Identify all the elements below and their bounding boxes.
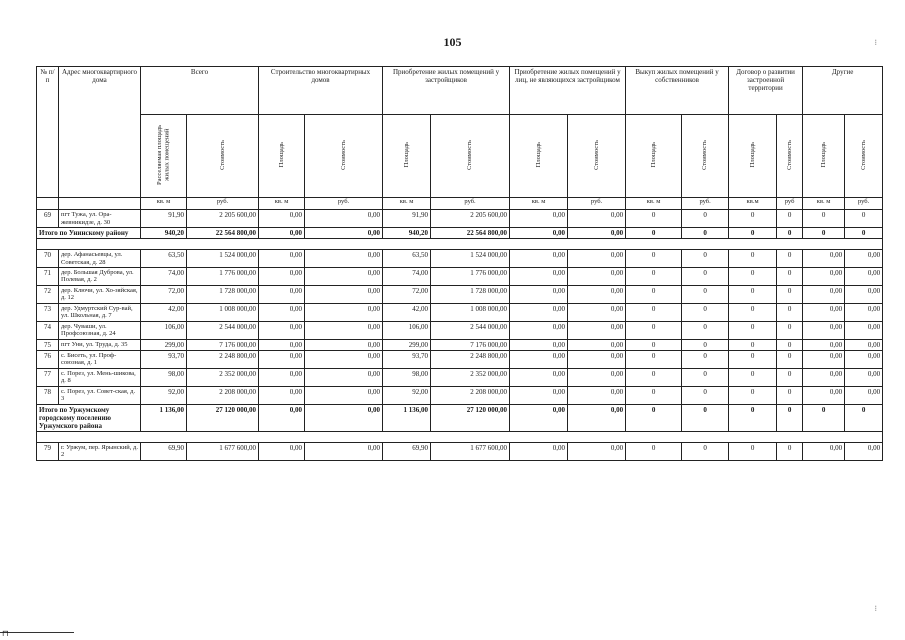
row-number: 76 (37, 350, 59, 368)
row-value: 42,00 (383, 303, 431, 321)
row-value: 0,00 (305, 404, 383, 431)
table-body (37, 210, 883, 461)
row-value: 22 564 800,00 (431, 227, 510, 238)
unit-rub: руб. (431, 198, 510, 210)
row-value: 2 352 000,00 (431, 368, 510, 386)
row-value: 72,00 (383, 285, 431, 303)
row-number: 74 (37, 321, 59, 339)
row-value: 0 (626, 339, 682, 350)
unit-sqm: кв. м (626, 198, 682, 210)
row-value: 0,00 (803, 368, 845, 386)
row-value: 0 (729, 303, 777, 321)
row-value: 0 (777, 386, 803, 404)
row-value: 0,00 (568, 285, 626, 303)
row-value: 1 728 000,00 (431, 285, 510, 303)
row-value: 0,00 (510, 339, 568, 350)
resettlement-table (36, 66, 883, 461)
row-value: 0,00 (568, 404, 626, 431)
row-value: 0,00 (259, 442, 305, 460)
row-value: 0 (626, 227, 682, 238)
row-value: 1 728 000,00 (187, 285, 259, 303)
row-value: 0,00 (259, 285, 305, 303)
row-value: 0,00 (510, 321, 568, 339)
row-value: 0 (729, 442, 777, 460)
row-value: 0 (626, 267, 682, 285)
row-value: 106,00 (383, 321, 431, 339)
row-value: 0 (682, 285, 729, 303)
row-value: 0,00 (305, 339, 383, 350)
row-value: 2 544 000,00 (431, 321, 510, 339)
row-value: 0 (682, 404, 729, 431)
subheader-row (37, 115, 883, 198)
total-row (37, 404, 883, 431)
row-value: 0,00 (259, 227, 305, 238)
table-row (37, 303, 883, 321)
row-value: 0,00 (510, 368, 568, 386)
subheader-cost: Стоимость (682, 115, 729, 198)
row-value: 1 524 000,00 (431, 250, 510, 268)
row-value: 0,00 (259, 250, 305, 268)
row-address: пгт Тужа, ул. Ора-жевникидзе, д. 30 (59, 210, 141, 228)
row-value: 1 008 000,00 (431, 303, 510, 321)
row-address: дер. Ключи, ул. Хо-зяйская, д. 12 (59, 285, 141, 303)
scan-edge-mark (0, 629, 74, 640)
row-value: 0 (729, 339, 777, 350)
row-value: 0 (777, 210, 803, 228)
row-value: 0,00 (845, 303, 883, 321)
row-value: 0,00 (803, 303, 845, 321)
unit-rub: руб (777, 198, 803, 210)
row-value: 0 (682, 303, 729, 321)
row-value: 0,00 (568, 227, 626, 238)
row-value: 0 (626, 210, 682, 228)
row-value: 0,00 (803, 321, 845, 339)
row-value: 2 544 000,00 (187, 321, 259, 339)
row-value: 1 677 600,00 (431, 442, 510, 460)
row-value: 0,00 (568, 303, 626, 321)
row-value: 0 (682, 227, 729, 238)
row-value: 0 (803, 404, 845, 431)
row-value: 27 120 000,00 (431, 404, 510, 431)
table-row (37, 442, 883, 460)
row-value: 0,00 (568, 339, 626, 350)
table-row (37, 350, 883, 368)
row-value: 0 (803, 227, 845, 238)
row-value: 0,00 (259, 386, 305, 404)
row-value: 0,00 (803, 250, 845, 268)
spacer-row (37, 239, 883, 250)
row-value: 0,00 (510, 227, 568, 238)
row-address: дер. Удмуртский Сур-вай, ул. Школьная, д. 7 (59, 303, 141, 321)
row-value: 93,70 (141, 350, 187, 368)
row-value: 0,00 (305, 227, 383, 238)
row-value: 92,00 (141, 386, 187, 404)
row-value: 2 208 000,00 (431, 386, 510, 404)
row-value: 0 (777, 285, 803, 303)
row-value: 0 (626, 303, 682, 321)
unit-sqm: кв. м (383, 198, 431, 210)
units-row (37, 198, 883, 210)
subheader-area: Площадь (259, 115, 305, 198)
corner-bracket-icon: ⊓ (2, 629, 9, 638)
row-number: 78 (37, 386, 59, 404)
row-address: пгт Уни, ул. Труда, д. 35 (59, 339, 141, 350)
row-value: 0 (626, 250, 682, 268)
row-value: 0,00 (305, 321, 383, 339)
row-value: 0 (729, 250, 777, 268)
row-value: 0 (777, 404, 803, 431)
table-row (37, 321, 883, 339)
row-value: 0,00 (845, 285, 883, 303)
row-value: 0,00 (845, 267, 883, 285)
table-row (37, 267, 883, 285)
row-value: 0 (682, 350, 729, 368)
row-value: 0 (729, 210, 777, 228)
spacer-cell (37, 431, 883, 442)
header-total: Всего (141, 67, 259, 115)
row-value: 0,00 (568, 210, 626, 228)
table-header (37, 67, 883, 210)
row-value: 0 (682, 386, 729, 404)
row-value: 0 (682, 321, 729, 339)
header-construction: Строительство многоквартирных домов (259, 67, 383, 115)
row-value: 2 248 800,00 (431, 350, 510, 368)
row-value: 0,00 (568, 250, 626, 268)
row-value: 0,00 (259, 368, 305, 386)
row-value: 0,00 (803, 339, 845, 350)
row-value: 0,00 (259, 404, 305, 431)
row-number: 72 (37, 285, 59, 303)
row-value: 0,00 (803, 350, 845, 368)
row-value: 0,00 (568, 267, 626, 285)
row-value: 2 205 600,00 (187, 210, 259, 228)
row-value: 940,20 (383, 227, 431, 238)
row-value: 0,00 (568, 442, 626, 460)
row-value: 0 (626, 368, 682, 386)
row-value: 0 (777, 442, 803, 460)
row-number: 71 (37, 267, 59, 285)
table-row (37, 368, 883, 386)
row-number: 73 (37, 303, 59, 321)
unit-rub: руб. (187, 198, 259, 210)
row-value: 0 (777, 303, 803, 321)
row-value: 74,00 (141, 267, 187, 285)
row-value: 1 776 000,00 (187, 267, 259, 285)
row-value: 0,00 (305, 350, 383, 368)
row-value: 0,00 (510, 350, 568, 368)
units-empty (37, 198, 59, 210)
row-value: 0 (777, 339, 803, 350)
total-row (37, 227, 883, 238)
row-value: 0,00 (510, 267, 568, 285)
row-value: 63,50 (383, 250, 431, 268)
row-number: 69 (37, 210, 59, 228)
row-value: 1 677 600,00 (187, 442, 259, 460)
row-value: 0 (777, 250, 803, 268)
header-acquisition-non-developers: Приобретение жилых помещений у лиц, не являющихся застройщиком (510, 67, 626, 115)
table-row (37, 339, 883, 350)
header-territory-development: Договор о развитии застроенной территории (729, 67, 803, 115)
row-value: 0,00 (259, 350, 305, 368)
row-value: 0 (626, 321, 682, 339)
row-value: 0,00 (259, 267, 305, 285)
row-value: 0 (729, 404, 777, 431)
row-address: с. Порез, ул. Мень-шикова, д. 8 (59, 368, 141, 386)
total-label: Итого по Унинскому району (37, 227, 141, 238)
row-value: 0 (682, 442, 729, 460)
row-value: 0,00 (259, 339, 305, 350)
row-value: 0,00 (568, 350, 626, 368)
row-value: 0,00 (568, 368, 626, 386)
subheader-cost: Стоимость (305, 115, 383, 198)
row-value: 0,00 (803, 386, 845, 404)
row-value: 1 776 000,00 (431, 267, 510, 285)
row-value: 0,00 (305, 303, 383, 321)
row-value: 0 (729, 285, 777, 303)
subheader-area: Площадь (729, 115, 777, 198)
row-address: дер. Афанасьевцы, ул. Советская, д. 28 (59, 250, 141, 268)
margin-mark-icon: ⁝ (874, 38, 877, 47)
row-value: 42,00 (141, 303, 187, 321)
margin-mark-icon: ⁝ (874, 604, 877, 613)
table-row (37, 386, 883, 404)
unit-rub: руб. (568, 198, 626, 210)
header-address: Адрес многоквартирного дома (59, 67, 141, 198)
subheader-area: Площадь (510, 115, 568, 198)
row-value: 0,00 (510, 303, 568, 321)
subheader-area: Площадь (626, 115, 682, 198)
row-value: 27 120 000,00 (187, 404, 259, 431)
row-value: 0,00 (305, 267, 383, 285)
row-value: 0 (777, 368, 803, 386)
row-value: 0,00 (259, 321, 305, 339)
row-value: 0 (777, 321, 803, 339)
row-value: 0,00 (845, 339, 883, 350)
row-value: 0,00 (305, 285, 383, 303)
row-address: г. Уржум, пер. Ярынский, д. 2 (59, 442, 141, 460)
row-value: 0 (729, 227, 777, 238)
row-address: с. Бисеть, ул. Проф-союзная, д. 1 (59, 350, 141, 368)
subheader-cost: Стоимость (187, 115, 259, 198)
row-value: 0 (845, 210, 883, 228)
row-value: 0,00 (305, 442, 383, 460)
header-buyout: Выкуп жилых помещений у собственников (626, 67, 729, 115)
subheader-settled-area: Расселяемая площадь жилых помещений (141, 115, 187, 198)
row-value: 0,00 (510, 404, 568, 431)
row-value: 0,00 (510, 250, 568, 268)
units-empty (59, 198, 141, 210)
row-value: 106,00 (141, 321, 187, 339)
unit-sqm: кв. м (510, 198, 568, 210)
row-value: 0 (626, 285, 682, 303)
row-value: 22 564 800,00 (187, 227, 259, 238)
row-value: 0,00 (305, 250, 383, 268)
row-value: 0,00 (845, 321, 883, 339)
header-other: Другие (803, 67, 883, 115)
row-value: 98,00 (141, 368, 187, 386)
row-number: 79 (37, 442, 59, 460)
page-number: 105 (443, 35, 462, 49)
row-value: 0,00 (305, 210, 383, 228)
table-row (37, 210, 883, 228)
row-value: 0 (626, 386, 682, 404)
row-value: 299,00 (383, 339, 431, 350)
row-number: 77 (37, 368, 59, 386)
unit-rub: руб. (682, 198, 729, 210)
row-value: 63,50 (141, 250, 187, 268)
row-value: 0 (682, 250, 729, 268)
row-value: 98,00 (383, 368, 431, 386)
row-value: 0 (626, 442, 682, 460)
header-acquisition-developers: Приобретение жилых помещений у застройщиков (383, 67, 510, 115)
row-value: 0 (777, 350, 803, 368)
row-value: 7 176 000,00 (431, 339, 510, 350)
subheader-cost: Стоимость (568, 115, 626, 198)
row-value: 2 352 000,00 (187, 368, 259, 386)
row-value: 69,90 (383, 442, 431, 460)
row-value: 2 208 000,00 (187, 386, 259, 404)
row-value: 0,00 (510, 210, 568, 228)
row-value: 0,00 (305, 386, 383, 404)
row-number: 70 (37, 250, 59, 268)
row-value: 2 248 800,00 (187, 350, 259, 368)
row-value: 7 176 000,00 (187, 339, 259, 350)
row-value: 0 (682, 368, 729, 386)
row-value: 0,00 (510, 386, 568, 404)
row-value: 0,00 (510, 442, 568, 460)
subheader-cost: Стоимость (845, 115, 883, 198)
header-num: № п/п (37, 67, 59, 198)
row-value: 2 205 600,00 (431, 210, 510, 228)
row-number: 75 (37, 339, 59, 350)
row-address: с. Порез, ул. Совет-ская, д. 3 (59, 386, 141, 404)
row-value: 0,00 (259, 303, 305, 321)
row-value: 0 (729, 386, 777, 404)
unit-sqm: кв. м (141, 198, 187, 210)
row-value: 0 (845, 227, 883, 238)
row-value: 0 (626, 350, 682, 368)
row-value: 0 (682, 267, 729, 285)
row-value: 0 (682, 339, 729, 350)
row-value: 0 (729, 368, 777, 386)
row-value: 0,00 (568, 386, 626, 404)
row-value: 92,00 (383, 386, 431, 404)
row-value: 0,00 (305, 368, 383, 386)
unit-sqm: кв. м (259, 198, 305, 210)
subheader-cost: Стоимость (777, 115, 803, 198)
row-value: 0,00 (845, 250, 883, 268)
row-address: дер. Чуваши, ул. Профсоюзная, д. 24 (59, 321, 141, 339)
row-value: 0 (729, 350, 777, 368)
row-value: 0 (626, 404, 682, 431)
subheader-area: Площадь (383, 115, 431, 198)
row-value: 940,20 (141, 227, 187, 238)
row-value: 1 136,00 (141, 404, 187, 431)
row-value: 0 (777, 227, 803, 238)
row-value: 0 (729, 321, 777, 339)
row-value: 0 (803, 210, 845, 228)
row-value: 299,00 (141, 339, 187, 350)
spacer-cell (37, 239, 883, 250)
subheader-area: Площадь (803, 115, 845, 198)
row-value: 69,90 (141, 442, 187, 460)
row-value: 0,00 (845, 368, 883, 386)
row-value: 1 524 000,00 (187, 250, 259, 268)
row-value: 74,00 (383, 267, 431, 285)
spacer-row (37, 431, 883, 442)
row-value: 0,00 (845, 350, 883, 368)
row-value: 72,00 (141, 285, 187, 303)
row-value: 0,00 (259, 210, 305, 228)
row-value: 0,00 (803, 267, 845, 285)
total-label: Итого по Уржумскому городскому поселению Уржумского района (37, 404, 141, 431)
row-value: 0,00 (568, 321, 626, 339)
row-value: 0,00 (845, 386, 883, 404)
row-value: 0,00 (803, 442, 845, 460)
row-value: 0 (682, 210, 729, 228)
row-value: 0,00 (803, 285, 845, 303)
row-value: 0 (729, 267, 777, 285)
row-value: 0,00 (510, 285, 568, 303)
row-value: 1 008 000,00 (187, 303, 259, 321)
row-value: 0,00 (845, 442, 883, 460)
row-value: 91,90 (383, 210, 431, 228)
row-value: 93,70 (383, 350, 431, 368)
unit-sqm: кв.м (729, 198, 777, 210)
unit-rub: руб. (305, 198, 383, 210)
row-value: 0 (845, 404, 883, 431)
unit-sqm: кв. м (803, 198, 845, 210)
table-row (37, 250, 883, 268)
row-address: дер. Большая Дуброва, ул. Полевая, д. 2 (59, 267, 141, 285)
row-value: 1 136,00 (383, 404, 431, 431)
table-row (37, 285, 883, 303)
unit-rub: руб. (845, 198, 883, 210)
row-value: 91,90 (141, 210, 187, 228)
row-value: 0 (777, 267, 803, 285)
subheader-cost: Стоимость (431, 115, 510, 198)
